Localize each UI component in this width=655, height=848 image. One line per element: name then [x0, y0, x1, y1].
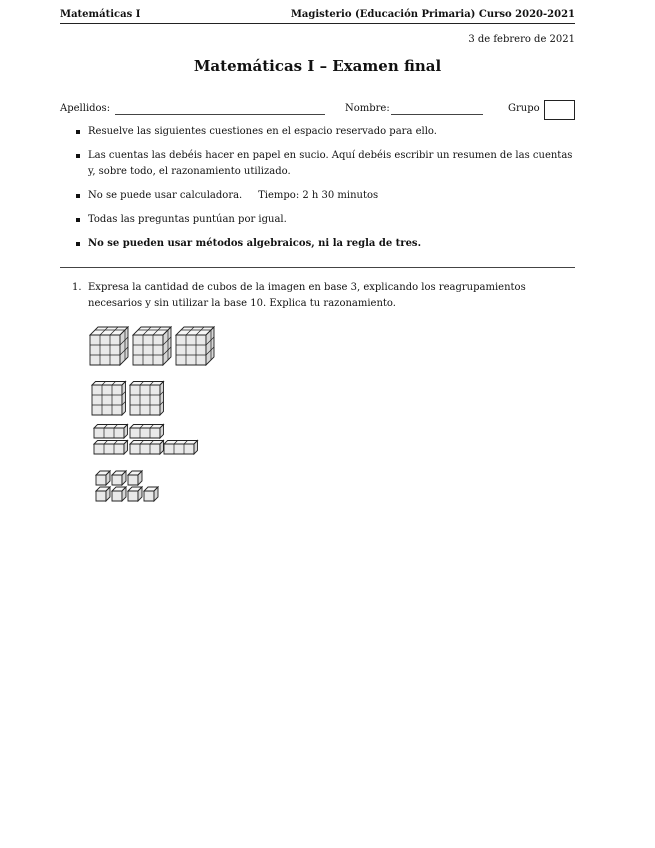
- cube-block: [176, 327, 214, 365]
- bullet-icon: [76, 130, 80, 134]
- header-course: Matemáticas I: [60, 9, 141, 20]
- running-header: [60, 9, 575, 24]
- unit-block: [96, 487, 110, 501]
- unit-block: [128, 471, 142, 485]
- instructions-list: [74, 124, 575, 260]
- header-program: Magisterio (Educación Primaria) Curso 2020-2021: [290, 9, 575, 20]
- exam-date: 3 de febrero de 2021: [468, 34, 575, 45]
- rod-block: [130, 441, 164, 455]
- list-item: Todas las preguntas puntúan por igual.: [74, 212, 575, 228]
- rod-block: [94, 425, 128, 439]
- bullet-icon: [76, 218, 80, 222]
- flat-block: [130, 382, 164, 416]
- unit-block: [112, 471, 126, 485]
- rod-block: [130, 425, 164, 439]
- unit-block: [128, 487, 142, 501]
- unit-block: [112, 487, 126, 501]
- bullet-icon: [76, 154, 80, 158]
- unit-block: [96, 471, 110, 485]
- nombre-field[interactable]: [391, 114, 483, 115]
- grupo-label: Grupo: [508, 103, 540, 114]
- list-item: Las cuentas las debéis hacer en papel en sucio. Aquí debéis escribir un resumen de las cuentas y, sobre todo, el razonamiento utilizado.: [74, 148, 575, 180]
- student-fields: [60, 100, 575, 120]
- rod-block: [94, 441, 128, 455]
- section-divider: [60, 267, 575, 268]
- cube-block: [133, 327, 171, 365]
- question-number: 1.: [72, 282, 82, 293]
- apellidos-field[interactable]: [115, 114, 325, 115]
- bullet-icon: [76, 242, 80, 246]
- flat-block: [92, 382, 126, 416]
- unit-block: [144, 487, 158, 501]
- rod-block: [164, 441, 198, 455]
- list-item: Resuelve las siguientes cuestiones en el espacio reservado para ello.: [74, 124, 575, 140]
- page-title: Matemáticas I – Examen final: [193, 57, 442, 75]
- nombre-label: Nombre:: [345, 103, 390, 114]
- cube-block: [90, 327, 128, 365]
- base-blocks-figure: [84, 320, 234, 510]
- question-text: Expresa la cantidad de cubos de la imagen en base 3, explicando los reagrupamientos necesarios y sin utilizar la base 10. Explica tu razonamiento.: [88, 282, 526, 309]
- grupo-field[interactable]: [544, 100, 575, 120]
- list-item: No se pueden usar métodos algebraicos, ni la regla de tres.: [74, 236, 575, 252]
- list-item: No se puede usar calculadora. Tiempo: 2 h 30 minutos: [74, 188, 575, 204]
- bullet-icon: [76, 194, 80, 198]
- apellidos-label: Apellidos:: [60, 103, 111, 114]
